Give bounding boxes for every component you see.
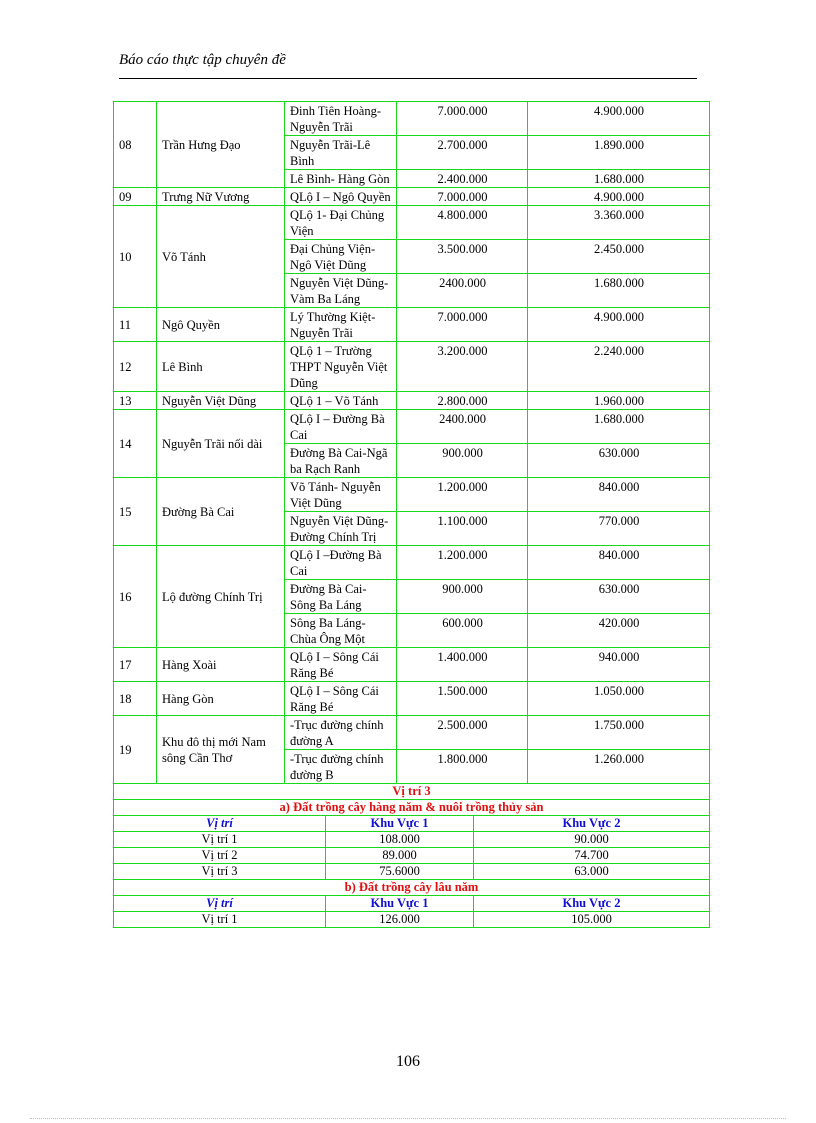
road-number: 15 [114, 478, 157, 546]
road-number: 10 [114, 206, 157, 308]
zone-1-cell: 108.000 [326, 832, 474, 848]
header-zone-2: Khu Vực 2 [474, 896, 710, 912]
table-row [114, 716, 710, 750]
road-name: Trần Hưng Đạo [157, 102, 285, 188]
table-row [114, 912, 710, 928]
price-zone-1: 900.000 [397, 580, 528, 614]
road-section: Nguyễn Việt Dũng- Vàm Ba Láng [285, 274, 397, 308]
price-zone-2: 1.680.000 [528, 170, 710, 188]
price-zone-2: 770.000 [528, 512, 710, 546]
road-name: Khu đô thị mới Nam sông Cần Thơ [157, 716, 285, 784]
price-zone-1: 1.200.000 [397, 546, 528, 580]
annual-crops-title-row [114, 800, 710, 816]
position-cell: Vị trí 3 [114, 864, 326, 880]
road-number: 14 [114, 410, 157, 478]
table-row [114, 648, 710, 682]
price-zone-2: 1.050.000 [528, 682, 710, 716]
road-section: -Trục đường chính đường B [285, 750, 397, 784]
price-zone-2: 940.000 [528, 648, 710, 682]
price-zone-2: 840.000 [528, 478, 710, 512]
zone-2-cell: 105.000 [474, 912, 710, 928]
price-zone-2: 1.960.000 [528, 392, 710, 410]
page-number: 106 [396, 1053, 420, 1070]
road-section: QLộ 1 – Võ Tánh [285, 392, 397, 410]
price-zone-2: 1.890.000 [528, 136, 710, 170]
price-table-container [113, 101, 709, 928]
section3-title-row [114, 784, 710, 800]
zone-2-cell: 63.000 [474, 864, 710, 880]
price-zone-2: 1.750.000 [528, 716, 710, 750]
road-section: Đinh Tiên Hoàng- Nguyễn Trãi [285, 102, 397, 136]
price-zone-1: 1.500.000 [397, 682, 528, 716]
road-number: 11 [114, 308, 157, 342]
land-price-table [113, 101, 710, 784]
header-zone-1: Khu Vực 1 [326, 896, 474, 912]
perennial-crops-header-row [114, 896, 710, 912]
section3-table [113, 783, 710, 928]
road-section: -Trục đường chính đường A [285, 716, 397, 750]
road-number: 18 [114, 682, 157, 716]
price-zone-1: 7.000.000 [397, 188, 528, 206]
header-zone-1: Khu Vực 1 [326, 816, 474, 832]
header-position: Vị trí [114, 896, 326, 912]
zone-2-cell: 90.000 [474, 832, 710, 848]
road-number: 09 [114, 188, 157, 206]
price-zone-1: 2.800.000 [397, 392, 528, 410]
road-section: Võ Tánh- Nguyễn Việt Dũng [285, 478, 397, 512]
price-zone-2: 4.900.000 [528, 188, 710, 206]
road-number: 16 [114, 546, 157, 648]
annual-crops-title: a) Đất trồng cây hàng năm & nuôi trồng thủy sản [114, 800, 710, 816]
road-name: Nguyễn Việt Dũng [157, 392, 285, 410]
road-name: Hàng Gòn [157, 682, 285, 716]
price-zone-2: 1.680.000 [528, 410, 710, 444]
road-name: Nguyễn Trãi nối dài [157, 410, 285, 478]
price-zone-1: 1.200.000 [397, 478, 528, 512]
table-row [114, 342, 710, 392]
road-section: Đường Bà Cai-Ngã ba Rạch Ranh [285, 444, 397, 478]
road-number: 19 [114, 716, 157, 784]
road-section: QLộ 1- Đại Chủng Viện [285, 206, 397, 240]
price-zone-1: 3.500.000 [397, 240, 528, 274]
road-number: 17 [114, 648, 157, 682]
road-name: Lộ đường Chính Trị [157, 546, 285, 648]
road-section: QLộ I –Đường Bà Cai [285, 546, 397, 580]
road-section: Đường Bà Cai-Sông Ba Láng [285, 580, 397, 614]
header-zone-2: Khu Vực 2 [474, 816, 710, 832]
price-zone-2: 1.260.000 [528, 750, 710, 784]
road-number: 13 [114, 392, 157, 410]
price-zone-2: 630.000 [528, 444, 710, 478]
price-zone-2: 4.900.000 [528, 102, 710, 136]
road-section: QLộ I – Sông Cái Răng Bé [285, 648, 397, 682]
road-section: QLộ I – Sông Cái Răng Bé [285, 682, 397, 716]
road-section: QLộ I – Ngô Quyền [285, 188, 397, 206]
position-cell: Vị trí 2 [114, 848, 326, 864]
road-section: Đại Chủng Viện- Ngô Việt Dũng [285, 240, 397, 274]
price-zone-1: 1.400.000 [397, 648, 528, 682]
price-zone-1: 7.000.000 [397, 102, 528, 136]
price-zone-2: 630.000 [528, 580, 710, 614]
table-row [114, 546, 710, 580]
table-row [114, 682, 710, 716]
price-zone-2: 840.000 [528, 546, 710, 580]
table-row [114, 410, 710, 444]
road-section: Nguyễn Trãi-Lê Bình [285, 136, 397, 170]
price-zone-1: 1.800.000 [397, 750, 528, 784]
roads-table-body [114, 102, 710, 784]
table-row [114, 392, 710, 410]
price-zone-2: 3.360.000 [528, 206, 710, 240]
road-section: QLộ I – Đường Bà Cai [285, 410, 397, 444]
price-zone-2: 2.240.000 [528, 342, 710, 392]
price-zone-1: 900.000 [397, 444, 528, 478]
price-zone-1: 2.500.000 [397, 716, 528, 750]
road-section: Lý Thường Kiệt- Nguyễn Trãi [285, 308, 397, 342]
price-zone-1: 600.000 [397, 614, 528, 648]
price-zone-2: 2.450.000 [528, 240, 710, 274]
table-row [114, 478, 710, 512]
footer-divider [30, 1118, 786, 1119]
price-zone-2: 4.900.000 [528, 308, 710, 342]
zone-1-cell: 89.000 [326, 848, 474, 864]
road-name: Hàng Xoài [157, 648, 285, 682]
road-name: Đường Bà Cai [157, 478, 285, 546]
section3-title: Vị trí 3 [114, 784, 710, 800]
price-zone-1: 7.000.000 [397, 308, 528, 342]
table-row [114, 206, 710, 240]
table-row [114, 308, 710, 342]
table-row [114, 188, 710, 206]
table-row [114, 102, 710, 136]
price-zone-2: 420.000 [528, 614, 710, 648]
table-row [114, 864, 710, 880]
road-number: 08 [114, 102, 157, 188]
price-zone-1: 2.700.000 [397, 136, 528, 170]
perennial-crops-title: b) Đất trồng cây lâu năm [114, 880, 710, 896]
zone-1-cell: 126.000 [326, 912, 474, 928]
road-section: Nguyễn Việt Dũng- Đường Chính Trị [285, 512, 397, 546]
road-name: Võ Tánh [157, 206, 285, 308]
road-number: 12 [114, 342, 157, 392]
price-zone-2: 1.680.000 [528, 274, 710, 308]
road-section: Sông Ba Láng-Chùa Ông Một [285, 614, 397, 648]
perennial-crops-title-row [114, 880, 710, 896]
table-row [114, 832, 710, 848]
price-zone-1: 2400.000 [397, 274, 528, 308]
page-header [119, 52, 697, 79]
road-section: QLộ 1 – Trường THPT Nguyễn Việt Dũng [285, 342, 397, 392]
road-name: Lê Bình [157, 342, 285, 392]
header-position: Vị trí [114, 816, 326, 832]
price-zone-1: 4.800.000 [397, 206, 528, 240]
zone-1-cell: 75.6000 [326, 864, 474, 880]
table-row [114, 848, 710, 864]
annual-crops-header-row [114, 816, 710, 832]
price-zone-1: 1.100.000 [397, 512, 528, 546]
position-cell: Vị trí 1 [114, 832, 326, 848]
road-name: Trưng Nữ Vương [157, 188, 285, 206]
zone-2-cell: 74.700 [474, 848, 710, 864]
price-zone-1: 3.200.000 [397, 342, 528, 392]
position-cell: Vị trí 1 [114, 912, 326, 928]
price-zone-1: 2400.000 [397, 410, 528, 444]
price-zone-1: 2.400.000 [397, 170, 528, 188]
road-section: Lê Bình- Hàng Gòn [285, 170, 397, 188]
header-title: Báo cáo thực tập chuyên đề [119, 52, 286, 68]
road-name: Ngô Quyền [157, 308, 285, 342]
